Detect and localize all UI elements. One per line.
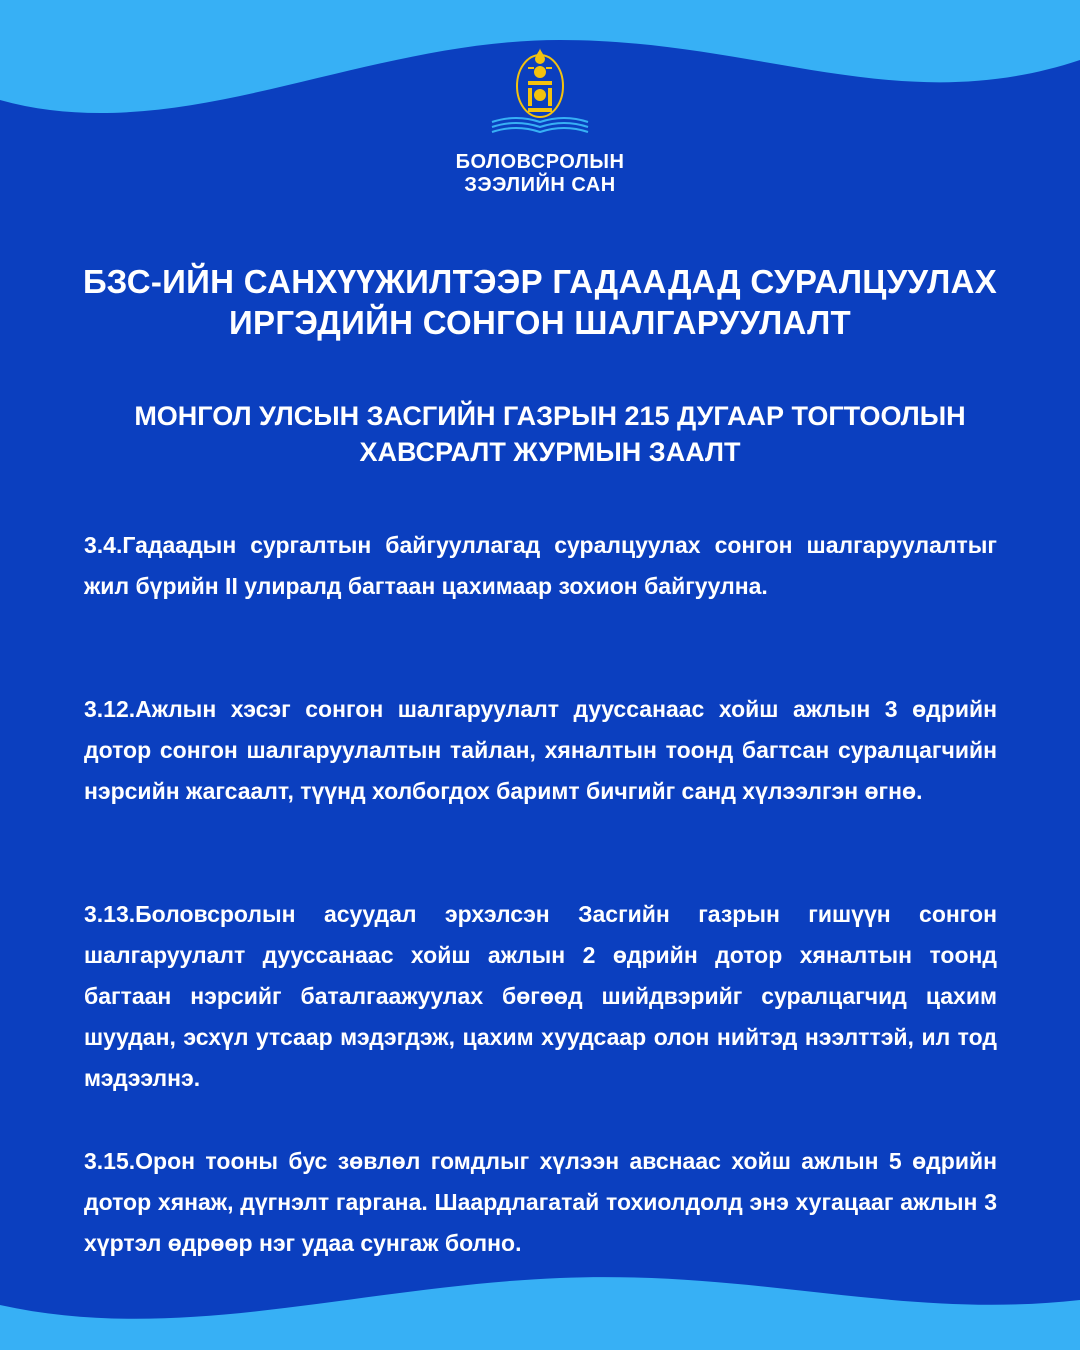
clause-3-15: 3.15.Орон тооны бус зөвлөл гомдлыг хүлээн авснаас хойш ажлын 5 өдрийн дотор хянаж, дүгнэлт гаргана. Шаардлагатай тохиолдолд энэ хугацааг ажлын 3 хүртэл өдрөөр нэг удаа сунгаж болно. [84,1148,997,1256]
subtitle-line2: ХАВСРАЛТ ЖУРМЫН ЗААЛТ [359,437,741,467]
clause-3-13: 3.13.Боловсролын асуудал эрхэлсэн Засгийн газрын гишүүн сонгон шалгаруулалт дууссанаас хойш ажлын 2 өдрийн дотор хяналтын тоонд багтаан нэрсийг баталгаажуулах бөгөөд шийдвэрийг суралцагчид цахим шуудан, эсхүл утсаар мэдэгдэж, цахим хуудсаар олон нийтэд нээлттэй, ил тод мэдээлнэ. [84,901,997,1091]
page-title-line2: ИРГЭДИЙН СОНГОН ШАЛГАРУУЛАЛТ [229,304,851,341]
page-title-line1: БЗС-ИЙН САНХҮҮЖИЛТЭЭР ГАДААДАД СУРАЛЦУУЛАХ [82,263,998,300]
clause-3-12: 3.12.Ажлын хэсэг сонгон шалгаруулалт дууссанаас хойш ажлын 3 өдрийн дотор сонгон шалгаруулалтын тайлан, хяналтын тоонд багтсан суралцагчийн нэрсийн жагсаалт, түүнд холбогдох баримт бичгийг санд хүлээлгэн өгнө. [84,696,997,804]
clause-3-4: 3.4.Гадаадын сургалтын байгууллагад суралцуулах сонгон шалгаруулалтыг жил бүрийн II улиралд багтаан цахимаар зохион байгуулна. [84,532,997,599]
org-name-line1: БОЛОВСРОЛЫН [455,151,625,173]
soyombo-emblem-icon [470,48,610,138]
subtitle-line1: МОНГОЛ УЛСЫН ЗАСГИЙН ГАЗРЫН 215 ДУГААР ТОГТООЛЫН [134,401,966,431]
org-name-line2: ЗЭЭЛИЙН САН [464,174,616,196]
